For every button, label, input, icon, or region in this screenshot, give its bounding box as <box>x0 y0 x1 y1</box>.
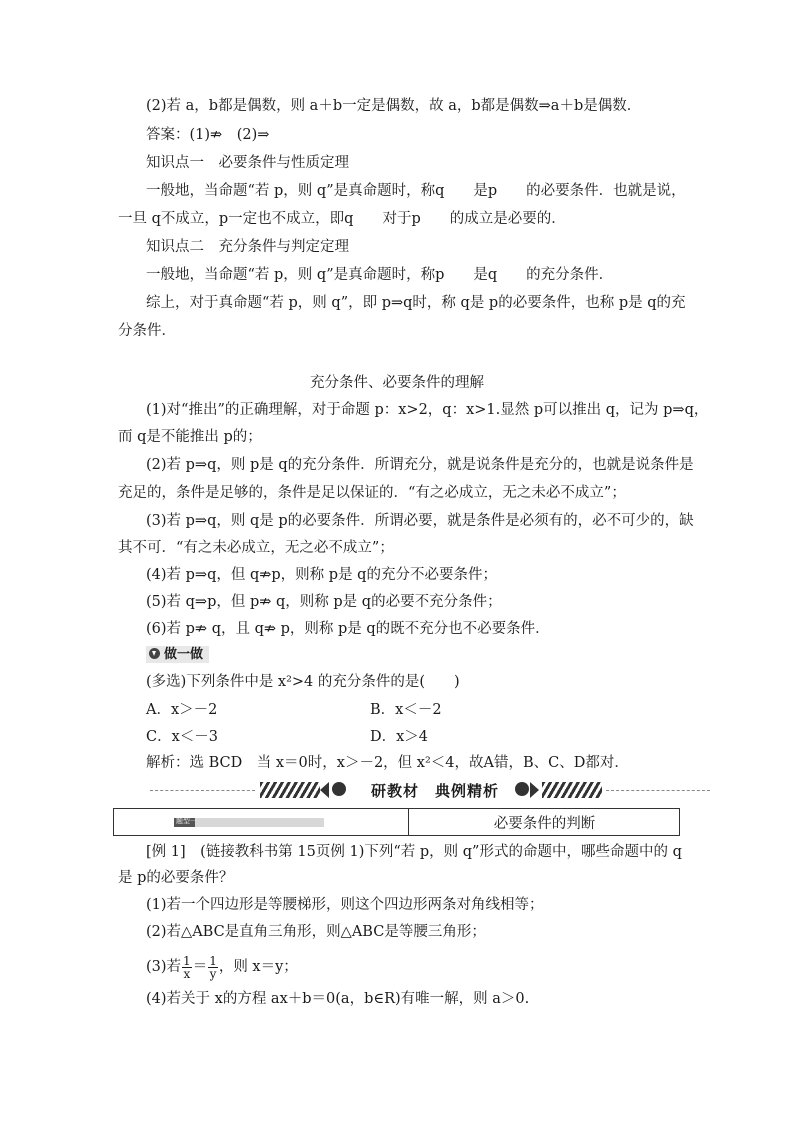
circle-icon <box>332 782 346 796</box>
answer-line: 答案：(1)⇏ (2)⇒ <box>146 127 270 143</box>
text-span: ，则 x＝y； <box>218 959 298 975</box>
text-line: 一般地，当命题“若 p，则 q”是真命题时，称q 是p 的必要条件．也就是说， <box>146 183 686 199</box>
practice-label <box>146 646 209 663</box>
text-line: (1)若一个四边形是等腰梯形，则这个四边形两条对角线相等； <box>146 897 544 913</box>
text-line: 分条件． <box>118 323 176 339</box>
section-title: 充分条件、必要条件的理解 <box>310 375 484 391</box>
arrow-right-icon <box>530 782 539 798</box>
text-line: 综上，对于真命题“若 p，则 q”，即 p⇒q时，称 q是 p的必要条件，也称 p是 q的充 <box>146 295 686 311</box>
text-line: 充足的，条件是足够的，条件是足以保证的．“有之必成立，无之未必不成立”； <box>118 485 626 501</box>
text-line: (4)若 p⇒q，但 q⇏p，则称 p是 q的充分不必要条件； <box>146 567 497 583</box>
text-line: (4)若关于 x的方程 ax＋b＝0(a，b∈R)有唯一解，则 a＞0. <box>146 991 530 1007</box>
text-line: 一旦 q不成立，p一定也不成立，即q 对于p 的成立是必要的． <box>118 211 566 227</box>
question-stem: (多选)下列条件中是 x²>4 的充分条件的是( ) <box>146 674 460 690</box>
text-line: (6)若 p⇏ q，且 q⇏ p，则称 p是 q的既不充分也不必要条件． <box>146 621 550 637</box>
text-line: 其不可．“有之未必成立，无之必不成立”； <box>118 540 394 556</box>
analysis-line: 解析：选 BCD 当 x＝0时，x＞－2，但 x²＜4，故A错，B、C、D都对． <box>146 755 629 771</box>
banner-title: 研教材 典例精析 <box>370 782 499 800</box>
stripe-decoration <box>542 782 602 798</box>
text-line: 一般地，当命题“若 p，则 q”是真命题时，称p 是q 的充分条件． <box>146 267 614 283</box>
fraction <box>182 955 192 980</box>
practice-label-text: 做一做 <box>164 647 204 662</box>
topic-title: 必要条件的判断 <box>493 816 596 832</box>
text-line: (2)若 p⇒q，则 p是 q的充分条件．所谓充分，就是说条件是充分的，也就是说条件是 <box>146 457 694 473</box>
fraction-line <box>146 952 298 982</box>
numerator: 1 <box>183 953 191 968</box>
option-c: C．x＜－3 <box>146 729 218 745</box>
text-line: (5)若 q⇒p，但 p⇏ q，则称 p是 q的必要不充分条件； <box>146 594 502 610</box>
text-line: 是 p的必要条件？ <box>118 870 234 886</box>
text-line: (1)对“推出”的正确理解，对于命题 p：x>2，q：x>1.显然 p可以推出 q，记为 p⇒q， <box>146 402 709 418</box>
text-line: (2)若△ABC是直角三角形，则△ABC是等腰三角形； <box>146 924 486 940</box>
fraction <box>208 955 218 980</box>
dashed-rule <box>606 790 710 791</box>
numerator: 1 <box>209 953 217 968</box>
option-d: D．x＞4 <box>370 729 429 745</box>
example-stem: [例 1] (链接教科书第 15页例 1)下列“若 p，则 q”形式的命题中，哪些命题中的 q <box>146 844 682 860</box>
text-span: ＝ <box>192 959 208 975</box>
option-b: B．x＜－2 <box>370 702 442 718</box>
section-banner <box>150 778 710 804</box>
denominator: x <box>183 966 191 981</box>
text-line: (2)若 a，b都是偶数，则 a＋b一定是偶数，故 a，b都是偶数⇒a＋b是偶数． <box>146 98 642 114</box>
knowledge-point-2-heading: 知识点二 充分条件与判定定理 <box>146 239 349 255</box>
stripe-decoration <box>260 782 320 798</box>
topic-tag-text: 题型一 <box>176 817 197 825</box>
topic-table <box>113 808 680 836</box>
triangle-down-icon <box>149 648 160 659</box>
topic-tag <box>174 818 324 827</box>
arrow-left-icon <box>320 782 329 798</box>
text-span: (3)若 <box>146 959 182 975</box>
option-a: A．x＞－2 <box>146 702 218 718</box>
text-line: 而 q是不能推出 p的； <box>118 429 262 445</box>
dashed-rule <box>150 790 255 791</box>
denominator: y <box>209 966 217 981</box>
knowledge-point-1-heading: 知识点一 必要条件与性质定理 <box>146 155 349 171</box>
text-line: (3)若 p⇒q，则 q是 p的必要条件．所谓必要，就是条件是必须有的，必不可少的，缺 <box>146 513 694 529</box>
circle-icon <box>515 782 529 796</box>
